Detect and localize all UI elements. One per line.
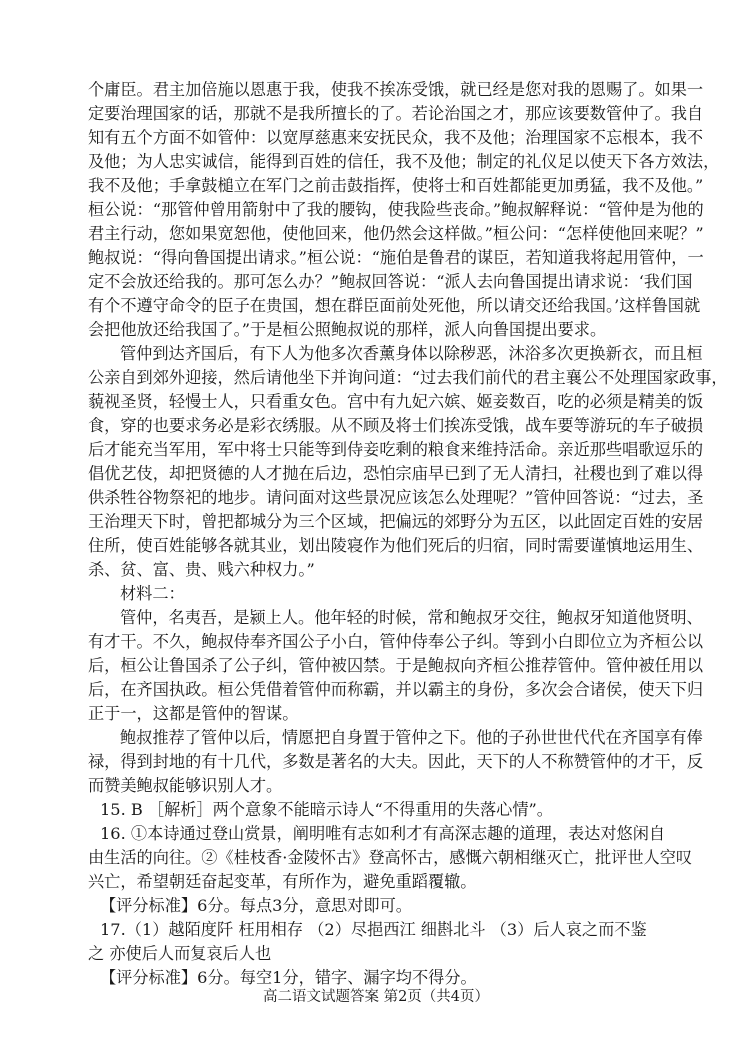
- text-line: 有才干。不久，鲍叔侍奉齐国公子小白，管仲侍奉公子纠。等到小白即位立为齐桓公以: [88, 632, 704, 651]
- text-line: 君主行动，您如果宽恕他，使他回来，他仍然会这样做。”桓公问：“怎样使他回来呢？”: [88, 224, 704, 243]
- text-line: 鲍叔说：“得向鲁国提出请求。”桓公说：“施伯是鲁君的谋臣，若知道我将起用管仲，一: [88, 248, 704, 267]
- text-line: 兴亡，希望朝廷奋起变革，有所作为，避免重蹈覆辙。: [88, 872, 477, 891]
- text-line: 17.（1）越陌度阡 枉用相存 （2）尽挹西江 细斟北斗 （3）后人哀之而不鉴: [100, 920, 647, 939]
- text-line: 及他；为人忠实诚信，能得到百姓的信任，我不及他；制定的礼仪足以使天下各方效法，: [88, 152, 720, 171]
- text-line: 王治理天下时，曾把都城分为三个区域，把偏远的郊野分为五区，以此固定百姓的安居: [88, 512, 704, 531]
- text-line: 会把他放还给我国了。”于是桓公照鲍叔说的那样，派人向鲁国提出要求。: [88, 320, 607, 339]
- text-line: 【评分标准】6分。每点3分，意思对即可。: [100, 896, 412, 915]
- text-line: 鲍叔推荐了管仲以后，情愿把自身置于管仲之下。他的子孙世世代代在齐国享有俸: [120, 728, 703, 747]
- text-line: 【评分标准】6分。每空1分，错字、漏字均不得分。: [100, 968, 477, 987]
- text-line: 食，穿的也要求务必是彩衣绣服。从不顾及将士们挨冻受饿，战车要等游玩的车子破损: [88, 416, 704, 435]
- text-line: 我不及他；手拿鼓槌立在军门之前击鼓指挥，使将士和百姓都能更加勇猛，我不及他。”: [88, 176, 704, 195]
- text-line: 住所，使百姓能够各就其业，划出陵寝作为他们死后的归宿，同时需要谨慎地运用生、: [88, 536, 704, 555]
- text-line: 公亲自到郊外迎接，然后请他坐下并询问道：“过去我们前代的君主襄公不处理国家政事，: [88, 368, 728, 387]
- text-line: 有个不遵守命令的臣子在贵国，想在群臣面前处死他，所以请交还给我国。’这样鲁国就: [88, 296, 701, 315]
- text-line: 材料二：: [120, 584, 185, 603]
- text-line: 禄，得到封地的有十几代，多数是著名的大夫。因此，天下的人不称赞管仲的才干，反: [88, 752, 704, 771]
- text-line: 藐视圣贤，轻慢士人，只看重女色。宫中有九妃六嫔、姬妾数百，吃的必须是精美的饭: [88, 392, 704, 411]
- text-line: 由生活的向往。②《桂枝香·金陵怀古》登高怀古，感慨六朝相继灭亡，批评世人空叹: [88, 848, 693, 867]
- text-line: 正于一，这都是管仲的智谋。: [88, 704, 299, 723]
- text-line: 知有五个方面不如管仲：以宽厚慈惠来安抚民众，我不及他；治理国家不忘根本，我不: [88, 128, 704, 147]
- text-line: 后，在齐国执政。桓公凭借着管仲而称霸，并以霸主的身份，多次会合诸侯，使天下归: [88, 680, 704, 699]
- text-line: 桓公说：“那管仲曾用箭射中了我的腰钩，使我险些丧命。”鲍叔解释说：“管仲是为他的: [88, 200, 704, 219]
- text-line: 后才能充当军用，军中将士只能等到侍妾吃剩的粮食来维持活命。亲近那些唱歌逗乐的: [88, 440, 704, 459]
- text-line: 个庸臣。君主加倍施以恩惠于我，使我不挨冻受饿，就已经是您对我的恩赐了。如果一: [88, 80, 704, 99]
- text-line: 管仲，名夷吾，是颍上人。他年轻的时候，常和鲍叔牙交往，鲍叔牙知道他贤明、: [120, 608, 703, 627]
- text-line: 杀、贫、富、贵、贱六种权力。”: [88, 560, 315, 579]
- page-footer: 高二语文试题答案 第2页（共4页）: [262, 989, 490, 1005]
- text-line: 之 亦使后人而复哀后人也: [88, 944, 272, 963]
- text-line: 后，桓公让鲁国杀了公子纠，管仲被囚禁。于是鲍叔向齐桓公推荐管仲。管仲被任用以: [88, 656, 704, 675]
- text-line: 倡优艺伎，却把贤德的人才抛在后边，恐怕宗庙早已到了无人清扫，社稷也到了难以得: [88, 464, 704, 483]
- text-line: 定要治理国家的话，那就不是我所擅长的了。若论治国之才，那应该要数管仲了。我自: [88, 104, 704, 123]
- text-line: 而赞美鲍叔能够识别人才。: [88, 776, 283, 795]
- text-line: 管仲到达齐国后，有下人为他多次香薰身体以除秽恶，沐浴多次更换新衣，而且桓: [120, 344, 703, 363]
- text-line: 定不会放还给我的。那可怎么办？”鲍叔回答说：“派人去向鲁国提出请求说：‘我们国: [88, 272, 693, 291]
- text-line: 15. B ［解析］两个意象不能暗示诗人“不得重用的失落心情”。: [100, 800, 553, 819]
- document-body: [88, 78, 728, 990]
- text-line: 16. ①本诗通过登山赏景，阐明唯有志如利才有高深志趣的道理，表达对悠闲自: [100, 824, 666, 843]
- text-line: 供杀牲谷物祭祀的地步。请问面对这些景况应该怎么处理呢？”管仲回答说：“过去，圣: [88, 488, 704, 507]
